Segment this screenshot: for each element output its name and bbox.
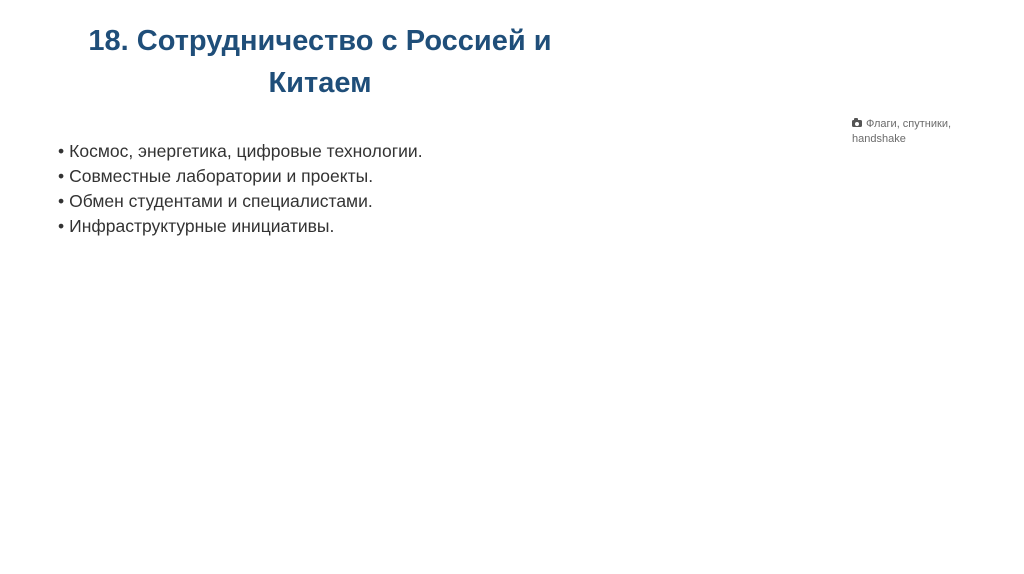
- bullet-text: Космос, энергетика, цифровые технологии.: [69, 141, 423, 161]
- bullet-text: Совместные лаборатории и проекты.: [69, 166, 374, 186]
- image-caption-line-1: Флаги, спутники,: [866, 118, 952, 130]
- image-placeholder-caption: [852, 117, 982, 147]
- bullet-text: Обмен студентами и специалистами.: [69, 191, 373, 211]
- bullet-marker: •: [58, 141, 65, 161]
- bullet-item: [58, 164, 423, 189]
- bullet-text: Инфраструктурные инициативы.: [69, 216, 335, 236]
- bullet-item: [58, 139, 423, 164]
- slide-title-line-1: 18. Сотрудничество с Россией и: [88, 25, 552, 57]
- bullet-list: [58, 139, 423, 239]
- image-caption-line-2: handshake: [852, 133, 906, 145]
- bullet-marker: •: [58, 216, 65, 236]
- bullet-marker: •: [58, 166, 65, 186]
- slide-title: [70, 20, 570, 104]
- slide-title-line-2: Китаем: [268, 67, 372, 99]
- bullet-marker: •: [58, 191, 65, 211]
- bullet-item: [58, 214, 423, 239]
- bullet-item: [58, 189, 423, 214]
- camera-icon: [852, 120, 862, 127]
